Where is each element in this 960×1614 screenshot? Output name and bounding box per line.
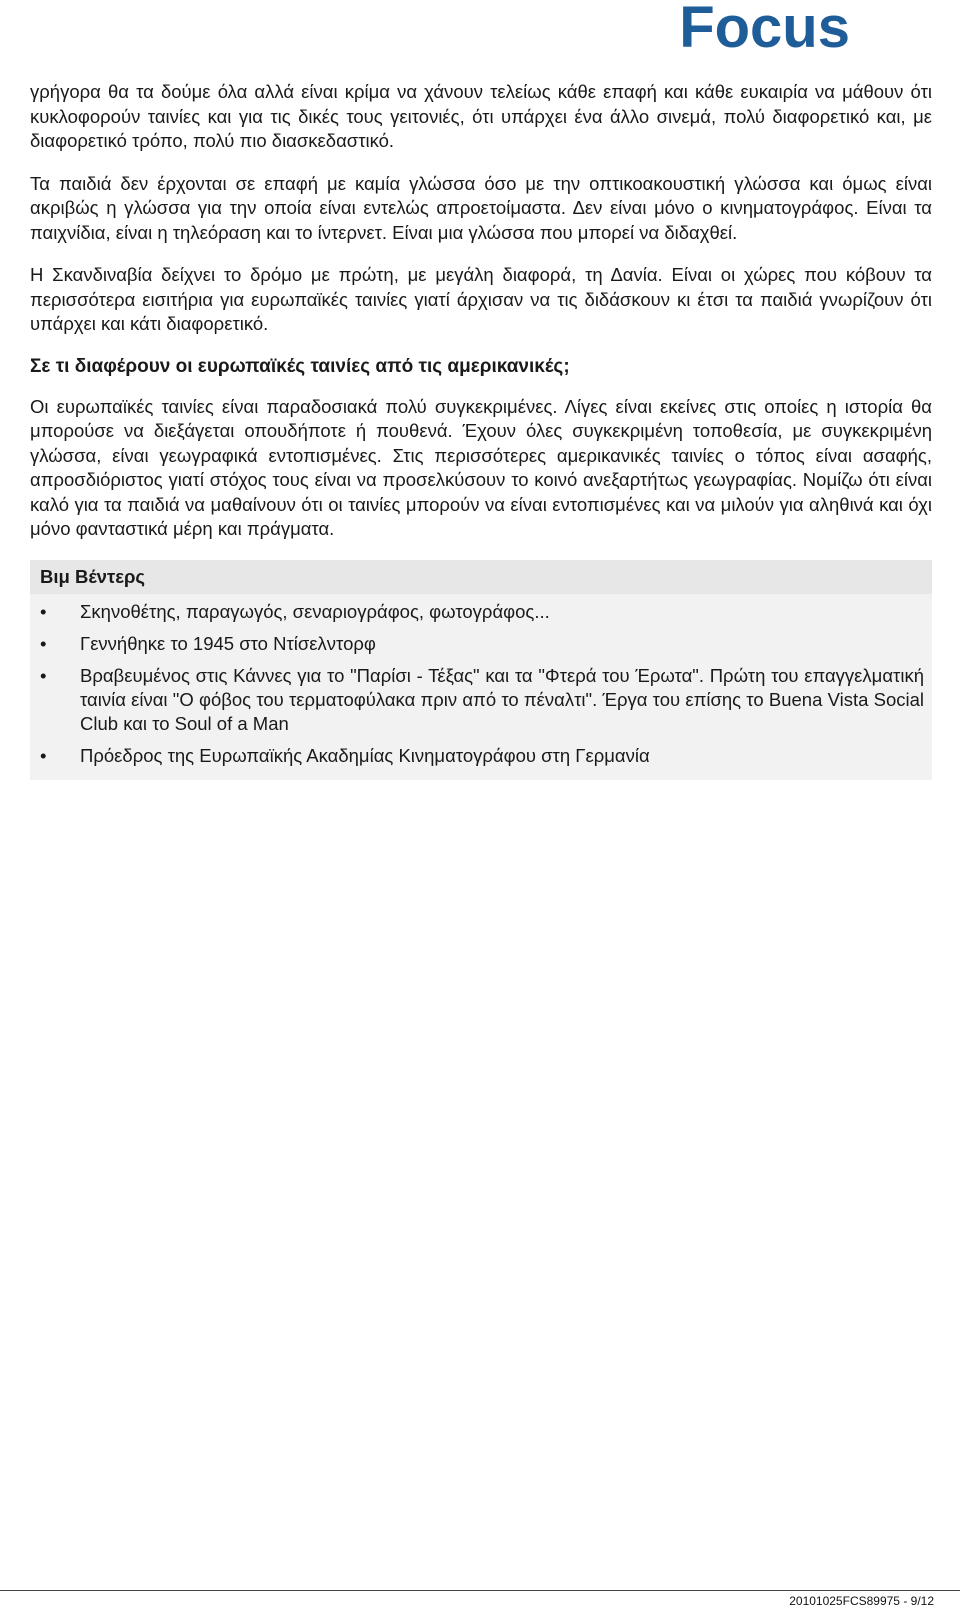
footer-document-code: 20101025FCS89975 - 9/12 bbox=[789, 1594, 934, 1608]
bullet-icon: • bbox=[40, 664, 47, 686]
bio-item bbox=[30, 632, 932, 656]
bio-item-text: Σκηνοθέτης, παραγωγός, σεναριογράφος, φωτογράφος... bbox=[80, 600, 550, 622]
bullet-icon: • bbox=[40, 600, 47, 622]
bio-item bbox=[30, 664, 932, 736]
bio-item-text: Πρόεδρος της Ευρωπαϊκής Ακαδημίας Κινηματογράφου στη Γερμανία bbox=[80, 744, 650, 766]
answer-paragraph: Οι ευρωπαϊκές ταινίες είναι παραδοσιακά πολύ συγκεκριμένες. Λίγες είναι εκείνες στις οποίες η ιστορία θα μπορούσε να διεξάγεται οπουδήποτε ή πουθενά. Έχουν όλες συγκεκριμένη τοποθεσία, με συγκεκριμένη γλώσσα, είναι γεωγραφικά εντοπισμένες. Στις περισσότερες αμερικανικές ταινίες ο τόπος είναι ασαφής, απροσδιόριστος γιατί στόχος τους είναι να προσελκύσουν το κοινό ανεξαρτήτως γεωγραφίας. Νομίζω ότι είναι καλό για τα παιδιά να μαθαίνουν ότι οι ταινίες μπορούν να είναι εντοπισμένες και να μιλούν για αληθινά και όχι μόνο φανταστικά μέρη και πράγματα. bbox=[30, 395, 932, 539]
section-heading: Σε τι διαφέρουν οι ευρωπαϊκές ταινίες από τις αμερικανικές; bbox=[30, 355, 570, 377]
paragraph-2: Τα παιδιά δεν έρχονται σε επαφή με καμία γλώσσα όσο με την οπτικοακουστική γλώσσα και όμως είναι ακριβώς η γλώσσα για την οποία είναι εντελώς απροετοίμαστα. Δεν είναι μόνο ο κινηματογράφος. Είναι τα παιχνίδια, είναι η τηλεόραση και το ίντερνετ. Είναι μια γλώσσα που μπορεί να διδαχθεί. bbox=[30, 172, 932, 243]
article-body bbox=[30, 80, 932, 780]
page-title: Focus bbox=[679, 0, 850, 60]
bio-name: Βιμ Βέντερς bbox=[30, 560, 932, 594]
bio-list bbox=[30, 594, 932, 768]
paragraph-3: Η Σκανδιναβία δείχνει το δρόμο με πρώτη, με μεγάλη διαφορά, τη Δανία. Είναι οι χώρες που κόβουν τα περισσότερα εισιτήρια για ευρωπαϊκές ταινίες γιατί άρχισαν να τις διδάσκουν κι έτσι τα παιδιά γνωρίζουν ότι υπάρχει και κάτι διαφορετικό. bbox=[30, 264, 932, 334]
bio-item-text: Γεννήθηκε το 1945 στο Ντίσελντορφ bbox=[80, 632, 376, 654]
footer-divider bbox=[0, 1590, 960, 1591]
bullet-icon: • bbox=[40, 632, 47, 654]
bio-box bbox=[30, 560, 932, 780]
paragraph-1: γρήγορα θα τα δούμε όλα αλλά είναι κρίμα να χάνουν τελείως κάθε επαφή και κάθε ευκαιρία να μάθουν ότι κυκλοφορούν ταινίες και για τις δικές τους γειτονιές, ότι υπάρχει ένα άλλο σινεμά, πολύ διαφορετικό και, με διαφορετικό τρόπο, πολύ πιο διασκεδαστικό. bbox=[30, 81, 932, 151]
bullet-icon: • bbox=[40, 744, 47, 766]
bio-item-text: Βραβευμένος στις Κάννες για το "Παρίσι - Τέξας" και τα "Φτερά του Έρωτα". Πρώτη του επαγγελματική ταινία είναι "Ο φόβος του τερματοφύλακα πριν από το πέναλτι". Έργα του επίσης το Buena Vista Social Club και το Soul of a Man bbox=[80, 664, 924, 734]
bio-item bbox=[30, 744, 932, 768]
bio-item bbox=[30, 600, 932, 624]
